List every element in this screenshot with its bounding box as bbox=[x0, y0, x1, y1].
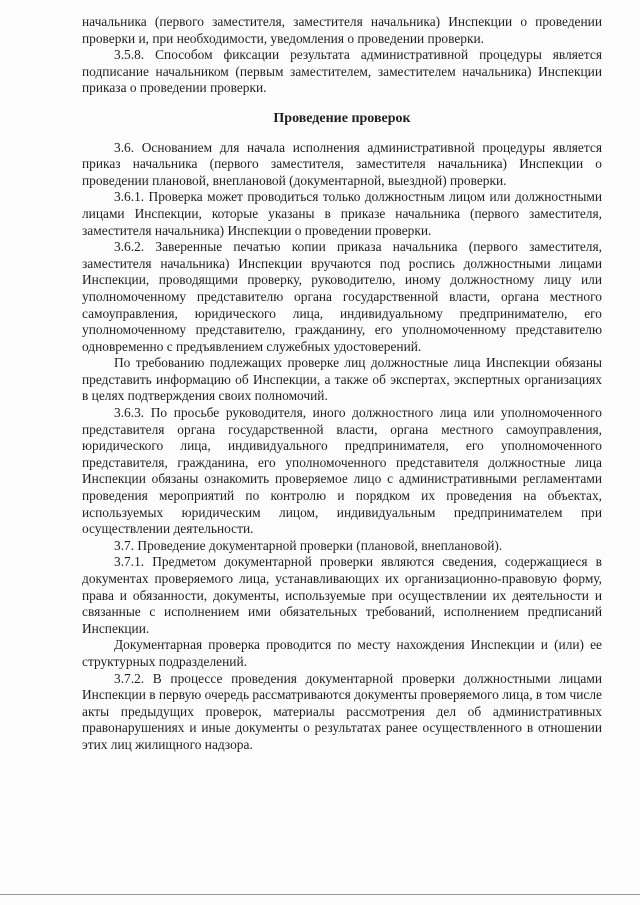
paragraph-3-5-8: 3.5.8. Способом фиксации результата административной процедуры является подписание начальником (первым заместителем, заместителем начальника) Инспекции приказа о проведении проверки. bbox=[82, 47, 602, 96]
paragraph-continuation: начальника (первого заместителя, заместителя начальника) Инспекции о проведении проверки и, при необходимости, уведомления о проведении проверки. bbox=[82, 14, 602, 46]
document-body bbox=[82, 14, 602, 754]
paragraph-3-6-2: 3.6.2. Заверенные печатью копии приказа начальника (первого заместителя, заместителя начальника) Инспекции вручаются под роспись должностными лицами Инспекции, проводящими проверку, руководителю, иному должностному лицу или уполномоченному представителю органа государственной власти, органа местного самоуправления, юридического лица, индивидуальному предпринимателю, его уполномоченному представителю, гражданину, его уполномоченному представителю одновременно с предъявлением служебных удостоверений. bbox=[82, 239, 602, 354]
paragraph-3-7-2: 3.7.2. В процессе проведения документарной проверки должностными лицами Инспекции в первую очередь рассматриваются документы проверяемого лица, в том числе акты предыдущих проверок, материалы рассмотрения дел об административных правонарушениях и иные документы о результатах ранее осуществленного в отношении этих лиц жилищного надзора. bbox=[82, 670, 602, 752]
page-bottom-rule bbox=[0, 894, 640, 895]
paragraph-3-6-1: 3.6.1. Проверка может проводиться только должностным лицом или должностными лицами Инспекции, которые указаны в приказе начальника (первого заместителя, заместителя начальника) Инспекции о проведении проверки. bbox=[82, 189, 602, 238]
paragraph-requirement: По требованию подлежащих проверке лиц должностные лица Инспекции обязаны представить информацию об Инспекции, а также об экспертах, экспертных организациях в целях подтверждения своих полномочий. bbox=[82, 355, 602, 404]
section-title: Проведение проверок bbox=[273, 110, 411, 126]
paragraph-3-6: 3.6. Основанием для начала исполнения административной процедуры является приказ начальника (первого заместителя, заместителя начальника) Инспекции о проведении плановой, внеплановой (документарной, выездной) проверки. bbox=[82, 139, 602, 188]
paragraph-3-6-3: 3.6.3. По просьбе руководителя, иного должностного лица или уполномоченного представителя органа государственной власти, органа местного самоуправления, юридического лица, индивидуального предпринимателя, его уполномоченного представителя, гражданина, его уполномоченного представителя должностные лица Инспекции обязаны ознакомить проверяемое лицо с административными регламентами проведения мероприятий по контролю и порядком их проведения на объектах, используемых юридическим лицом, индивидуальным предпринимателем при осуществлении деятельности. bbox=[82, 405, 602, 537]
paragraph-3-7: 3.7. Проведение документарной проверки (плановой, внеплановой). bbox=[114, 537, 503, 553]
paragraph-3-7-1: 3.7.1. Предметом документарной проверки являются сведения, содержащиеся в документах проверяемого лица, устанавливающих их организационно-правовую форму, права и обязанности, документы, используемые при осуществлении их деятельности и связанные с исполнением ими обязательных требований, исполнением предписаний Инспекции. bbox=[82, 554, 602, 636]
paragraph-location: Документарная проверка проводится по месту нахождения Инспекции и (или) ее структурных подразделений. bbox=[82, 637, 602, 669]
